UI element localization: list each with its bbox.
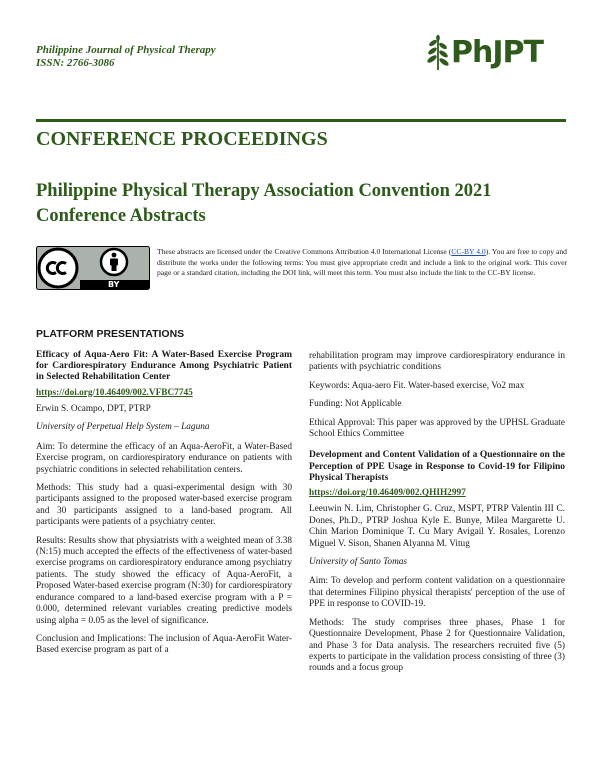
journal-logo: [425, 34, 565, 74]
abstract2-methods: Methods: The study comprises three phases, Phase 1 for Questionnaire Development, Phase 2 for Questionnaire Validation, and Phase 3 for Data analysis. The researchers recruited five (5) experts to participate in the validation process consisting of three (3) rounds and a focus group: [309, 617, 565, 674]
journal-header: [36, 44, 216, 70]
cc-by-link[interactable]: CC-BY 4.0: [451, 247, 486, 256]
license-text-after: ). You are free to copy and distribute the works under the following terms: You must give appropriate credit and include a link to the original work. This cover page or a standard citation, including the DOI link, will meet this term. You must also include the link to the CC-BY license.: [157, 247, 567, 278]
abstract1-results: Results: Results show that physiatrists with a weighted mean of 3.38 (N:15) much accepted the effects of the effectiveness of water-based exercise programs on cardiorespiratory endurance among psychiatry patients. The study showed the efficacy of Aqua-AeroFit, a Proposed Water-based exercise program (N:30) for cardiorespiratory endurance compared to a land-based exercise program with a P = 0.000, determined relevant variables creating predictive models using alpha = 0.05 as the level of significance.: [36, 535, 292, 626]
journal-issn: ISSN: 2766-3086: [36, 57, 115, 69]
logo-wordmark: PhJPT: [451, 35, 543, 70]
abstract1-conclusion: Conclusion and Implications: The inclusion of Aqua-AeroFit Water-Based exercise program as part of a: [36, 633, 292, 656]
journal-name: Philippine Journal of Physical Therapy: [36, 44, 216, 56]
abstract2-authors: Leeuwin N. Lim, Christopher G. Cruz, MSPT, PTRP Valentin III C. Dones, Ph.D., PTRP Joshua Kyle E. Bunye, Milea Margarette U. Chin Marion Dominique T. Cu Mary Avigail Y. Rosales, Lorenzo Miguel V. Sison, Shanen Alyanna M. Vitug: [309, 504, 565, 549]
license-text-before: These abstracts are licensed under the Creative Commons Attribution 4.0 International License (: [157, 247, 452, 256]
abstract2-doi-link[interactable]: https://doi.org/10.46409/002.QHIH2997: [309, 488, 466, 499]
abstract1-affiliation: University of Perpetual Help System – Laguna: [36, 422, 210, 433]
abstract1-conclusion-continued: rehabilitation program may improve cardiorespiratory endurance in patients with psychiatric conditions: [309, 351, 565, 373]
abstract2-affiliation: University of Santo Tomas: [309, 557, 408, 568]
abstract1-funding: Funding: Not Applicable: [309, 399, 402, 410]
abstract1-authors: Erwin S. Ocampo, DPT, PTRP: [36, 404, 151, 415]
leaf-branch-icon: [425, 34, 451, 72]
cc-by-badge[interactable]: [36, 246, 150, 290]
abstract1-doi-link[interactable]: https://doi.org/10.46409/002.VFBC7745: [36, 387, 193, 398]
abstract2-aim: Aim: To develop and perform content validation on a questionnaire that determines Filipino physical therapists' perception of the use of PPE in response to COVID-19.: [309, 576, 565, 610]
abstract1-keywords: Keywords: Aqua-aero Fit. Water-based exercise, Vo2 max: [309, 380, 525, 391]
attribution-person-icon: [101, 249, 127, 275]
abstract1-ethics: Ethical Approval: This paper was approved by the UPHSL Graduate School Ethics Committee: [309, 417, 565, 440]
platform-presentations-heading: PLATFORM PRESENTATIONS: [36, 328, 185, 340]
cc-by-label: BY: [108, 280, 120, 289]
abstract1-title: Efficacy of Aqua-Aero Fit: A Water-Based Exercise Program for Cardiorespiratory Endurance Among Psychiatric Patient in Selected Rehabilitation Center: [36, 350, 292, 383]
abstract1-aim: Aim: To determine the efficacy of an Aqua-AeroFit, a Water-Based Exercise program, on cardiorespiratory endurance on patients with psychiatric conditions in selected rehabilitation centers.: [36, 441, 292, 475]
header-divider: [36, 119, 566, 122]
conference-title: Philippine Physical Therapy Association Convention 2021 Conference Abstracts: [36, 181, 492, 226]
abstract-column-left: [36, 350, 292, 664]
abstract-column-right: [309, 351, 565, 682]
license-statement: [157, 247, 567, 279]
abstract2-title: Development and Content Validation of a Questionnaire on the Perception of PPE Usage in Response to Covid-19 for Filipino Physical Therapists: [309, 450, 565, 483]
cc-logo-icon: [39, 249, 77, 287]
abstract1-methods: Methods: This study had a quasi-experimental design with 30 participants assigned to the proposed water-based exercise program and 30 participants assigned to a land-based program. All participants were patients of a psychiatry center.: [36, 483, 292, 528]
section-title: CONFERENCE PROCEEDINGS: [36, 128, 328, 150]
